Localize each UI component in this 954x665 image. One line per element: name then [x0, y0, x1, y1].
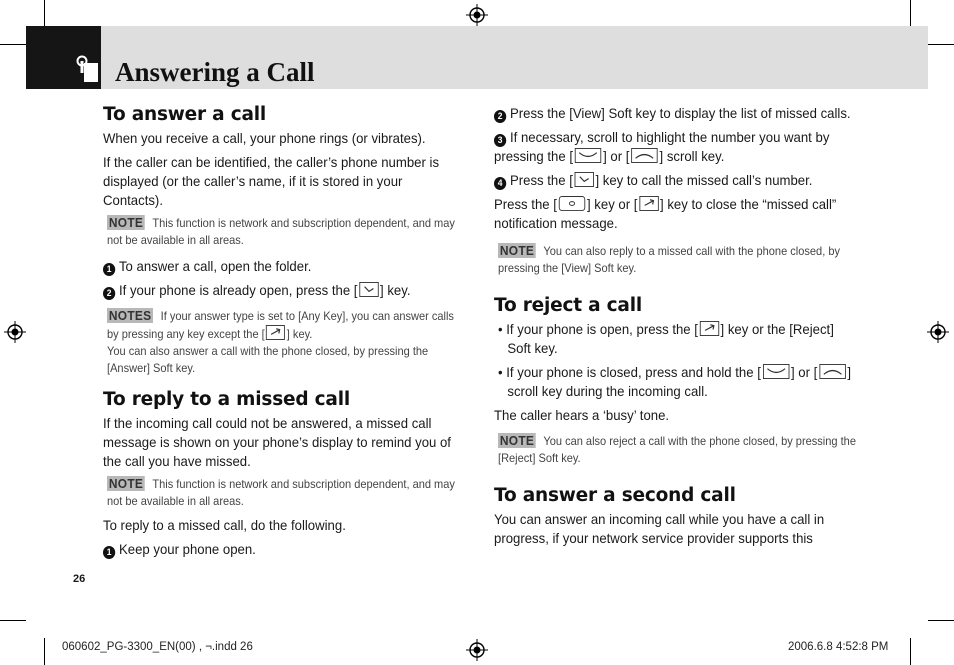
crop-mark — [910, 638, 911, 665]
step-item — [494, 104, 855, 123]
note-box — [498, 433, 858, 467]
registration-mark-icon — [927, 321, 949, 343]
note-text: This function is network and subscription dependent, and may not be available in all areas. — [107, 216, 455, 247]
crop-mark — [0, 620, 26, 621]
step-item — [103, 540, 462, 559]
paragraph: The caller hears a ‘busy’ tone. — [494, 407, 670, 423]
crop-mark — [44, 638, 45, 665]
section-heading-reject: To reject a call — [494, 295, 642, 316]
registration-mark-icon — [4, 321, 26, 343]
note-box — [498, 243, 858, 277]
step-number: 3 — [494, 134, 506, 147]
send-key-icon — [574, 172, 595, 187]
left-column — [103, 104, 463, 564]
step-number: 4 — [494, 177, 506, 190]
send-key-icon — [358, 282, 379, 297]
registration-mark-icon — [466, 4, 488, 26]
paragraph — [494, 195, 855, 233]
note-badge: NOTE — [108, 476, 144, 491]
note-badge: NOTE — [499, 433, 535, 448]
text-run: If your phone is open, press the [ — [506, 321, 698, 337]
crop-mark — [910, 0, 911, 26]
text-run: ] or [ — [790, 364, 818, 380]
step-text: ] key. — [380, 282, 411, 298]
slug-date: 2006.6.8 4:52:8 PM — [788, 641, 889, 653]
note-text: This function is network and subscription dependent, and may not be available in all areas. — [107, 477, 455, 508]
page-title: Answering a Call — [115, 57, 315, 87]
slug-file: 060602_PG-3300_EN(00) , ¬.indd 26 — [62, 641, 253, 653]
scroll-up-key-icon — [574, 148, 602, 163]
note-text: You can also answer a call with the phone closed, by pressing the [Answer] Soft key. — [107, 344, 429, 375]
step-item — [494, 171, 855, 190]
note-badge: NOTE — [108, 215, 144, 230]
page-number: 26 — [73, 573, 86, 585]
paragraph: When you receive a call, your phone rings (or vibrates). — [103, 130, 426, 146]
step-text: If your phone is already open, press the [ — [118, 282, 358, 298]
note-box — [107, 215, 465, 249]
step-text: If necessary, scroll to highlight the number you want by pressing the [ — [494, 129, 830, 164]
step-text: ] or [ — [603, 148, 630, 164]
step-text: Keep your phone open. — [118, 541, 256, 557]
step-number: 1 — [103, 263, 115, 276]
step-item — [103, 257, 462, 276]
step-number: 2 — [494, 110, 506, 123]
scroll-down-key-icon — [630, 148, 658, 163]
notes-box — [107, 308, 465, 377]
end-key-icon — [638, 196, 659, 211]
crop-mark — [0, 44, 26, 45]
paragraph: To reply to a missed call, do the following. — [103, 517, 346, 533]
text-run: ] key to close the “missed call” notification message. — [494, 196, 837, 231]
notes-badge: NOTES — [108, 308, 152, 323]
step-text: Press the [ — [509, 172, 573, 188]
text-run: ] key or [ — [586, 196, 638, 212]
section-heading-reply: To reply to a missed call — [103, 389, 350, 410]
end-key-icon — [266, 325, 286, 340]
step-item — [494, 128, 855, 166]
step-text: ] key to call the missed call’s number. — [595, 172, 813, 188]
section-heading-second-call: To answer a second call — [494, 485, 736, 506]
step-text: ] scroll key. — [659, 148, 725, 164]
step-text: To answer a call, open the folder. — [118, 258, 312, 274]
paragraph: You can answer an incoming call while you have a call in progress, if your network service provider supports this — [494, 511, 825, 546]
note-text: If your answer type is set to [Any Key], you can answer calls by pressing any key except the [ — [107, 309, 454, 341]
step-text: Press the [View] Soft key to display the list of missed calls. — [509, 105, 851, 121]
text-run: Press the [ — [494, 196, 557, 212]
bullet-item: • If your phone is open, press the [ ] key or the [Reject] Soft key. — [498, 321, 834, 356]
note-text: ] key. — [286, 327, 313, 341]
registration-mark-icon — [466, 639, 488, 661]
clear-key-icon — [558, 196, 586, 211]
crop-mark — [928, 44, 954, 45]
step-number: 2 — [103, 287, 115, 300]
step-item — [103, 281, 462, 300]
section-heading-answer: To answer a call — [103, 104, 267, 125]
text-run: ] key or the [Reject] Soft key. — [507, 321, 834, 356]
phone-handset-icon — [74, 54, 100, 84]
step-number: 1 — [103, 546, 115, 559]
end-key-icon — [699, 321, 720, 336]
note-box — [107, 476, 465, 510]
text-run: If your phone is closed, press and hold the [ — [506, 364, 761, 380]
note-text: You can also reject a call with the phone closed, by pressing the [Reject] Soft key. — [498, 434, 856, 465]
crop-mark — [928, 620, 954, 621]
paragraph: If the incoming call could not be answered, a missed call message is shown on your phone’s display to remind you of the call you have missed. — [103, 415, 451, 469]
scroll-up-key-icon — [762, 364, 790, 379]
scroll-down-key-icon — [818, 364, 846, 379]
note-text: You can also reply to a missed call with the phone closed, by pressing the [View] Soft key. — [498, 244, 840, 275]
text-run: ] scroll key during the incoming call. — [507, 364, 852, 399]
note-badge: NOTE — [499, 243, 535, 258]
bullet-item: • If your phone is closed, press and hold the [ ] or [ ] scroll key during the incoming call. — [498, 364, 852, 399]
crop-mark — [44, 0, 45, 26]
paragraph: If the caller can be identified, the caller’s phone number is displayed (or the caller’s name, if it is stored in your Contacts). — [103, 154, 440, 208]
right-column — [494, 104, 856, 553]
